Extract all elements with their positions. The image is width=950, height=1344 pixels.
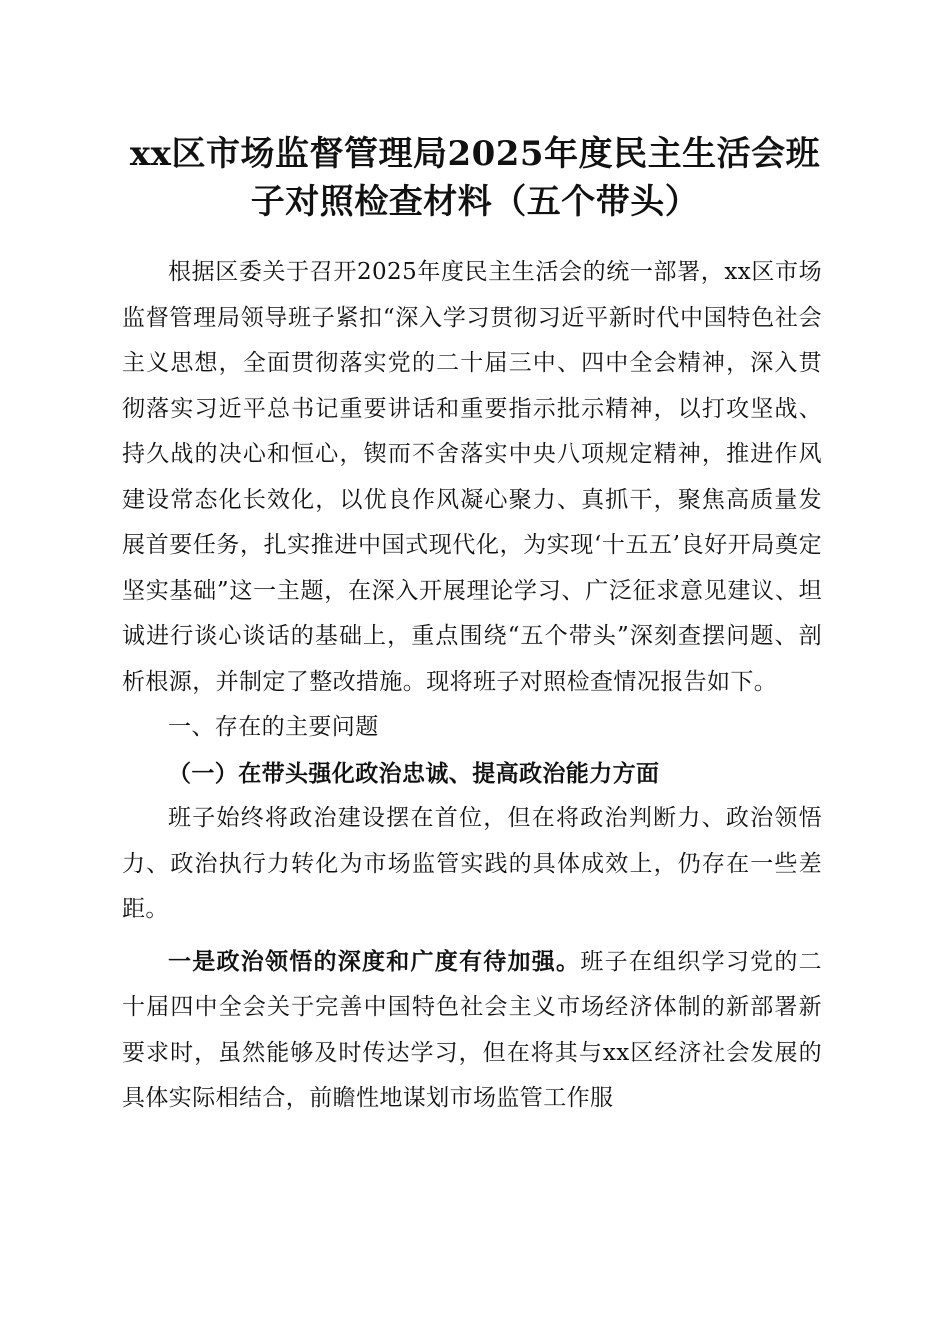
subsection-heading-1: （一）在带头强化政治忠诚、提高政治能力方面	[168, 759, 660, 787]
point-text-1: 班子在组织学习党的二十届四中全会关于完善中国特色社会主义市场经济体制的新部署新要求时，虽然能够及时传达学习，但在将其与xx区经济社会发展的具体实际相结合，前瞻性地谋划市场监管工作服	[122, 948, 822, 1111]
point-lead-1: 一是政治领悟的深度和广度有待加强。	[168, 947, 581, 975]
title-line-2: 子对照检查材料（五个带头）	[250, 182, 700, 222]
intro-paragraph: 根据区委关于召开2025年度民主生活会的统一部署，xx区市场监督管理局领导班子紧扣“深入学习贯彻习近平新时代中国特色社会主义思想，全面贯彻落实党的二十届三中、四中全会精神，深入贯彻落实习近平总书记重要讲话和重要指示批示精神，以打攻坚战、持久战的决心和恒心，锲而不舍落实中央八项规定精神，推进作风建设常态化长效化，以优良作风凝心聚力、真抓干，聚焦高质量发展首要任务，扎实推进中国式现代化，为实现‘十五五’良好开局奠定坚实基础”这一主题，在深入开展理论学习、广泛征求意见建议、坦诚进行谈心谈话的基础上，重点围绕“五个带头”深刻查摆问题、剖析根源，并制定了整改措施。现将班子对照检查情况报告如下。	[122, 259, 822, 695]
subsection-paragraph-1: 班子始终将政治建设摆在首位，但在将政治判断力、政治领悟力、政治执行力转化为市场监管实践的具体成效上，仍存在一些差距。	[122, 805, 822, 922]
document-body	[122, 250, 822, 1122]
section-heading-1: 一、存在的主要问题	[168, 714, 379, 740]
title-line-1: xx区市场监督管理局2025年度民主生活会班	[129, 134, 821, 174]
document-title	[100, 130, 850, 226]
point-paragraph-1	[122, 939, 822, 1122]
